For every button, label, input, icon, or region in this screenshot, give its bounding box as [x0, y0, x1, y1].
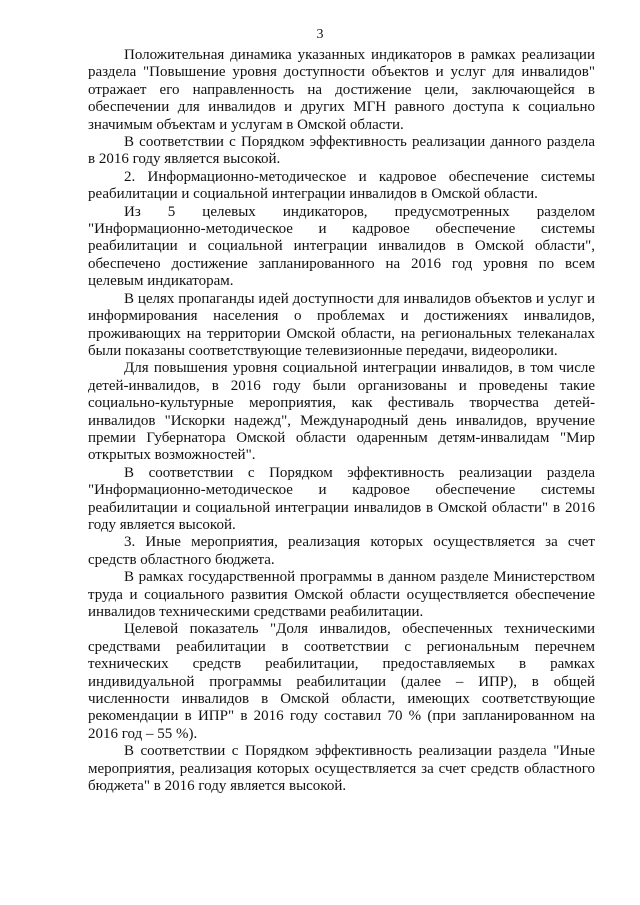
paragraph-efficiency-other-activities: В соответствии с Порядком эффективность реализации раздела "Иные мероприятия, реализация которых осуществляется за счет средств областного бюджета" в 2016 году является высокой.	[88, 743, 595, 795]
paragraph-target-share: Целевой показатель "Доля инвалидов, обеспеченных техническими средствами реабилитации в соответствии с региональным перечнем технических средств реабилитации, предоставляемых в рамках индивидуальной программы реабилитации (далее – ИПР), в общей численности инвалидов в Омской области, имеющих соответствующие рекомендации в ИПР" в 2016 году составил 70 % (при запланированном на 2016 год – 55 %).	[88, 621, 595, 742]
paragraph-efficiency-accessibility: В соответствии с Порядком эффективность реализации данного раздела в 2016 году является высокой.	[88, 134, 595, 168]
paragraph-rehabilitation-means: В рамках государственной программы в данном разделе Министерством труда и социального развития Омской области осуществляется обеспечение инвалидов техническими средствами реабилитации.	[88, 569, 595, 620]
paragraph-propaganda: В целях пропаганды идей доступности для инвалидов объектов и услуг и информирования населения о проблемах и достижениях инвалидов, проживающих на территории Омской области, на региональных телеканалах были показаны соответствующие телевизионные передачи, видеоролики.	[88, 290, 595, 359]
section-heading-other-activities: 3. Иные мероприятия, реализация которых осуществляется за счет средств областного бюджета.	[88, 534, 595, 568]
paragraph-social-integration: Для повышения уровня социальной интеграции инвалидов, в том числе детей-инвалидов, в 2016 году были организованы и проведены такие социально-культурные мероприятия, как фестиваль творчества детей-инвалидов "Искорки надежд", Международный день инвалидов, вручение премии Губернатора Омской области одаренным детям-инвалидам "Мир открытых возможностей".	[88, 360, 595, 464]
paragraph-efficiency-information-support: В соответствии с Порядком эффективность реализации раздела "Информационно-методическое и кадровое обеспечение системы реабилитации и социальной интеграции инвалидов в Омской области" в 2016 году является высокой.	[88, 464, 595, 533]
document-body	[88, 47, 595, 795]
section-heading-information-support: 2. Информационно-методическое и кадровое обеспечение системы реабилитации и социальной интеграции инвалидов в Омской области.	[88, 168, 595, 203]
paragraph-target-indicators: Из 5 целевых индикаторов, предусмотренных разделом "Информационно-методическое и кадровое обеспечение системы реабилитации и социальной интеграции инвалидов в Омской области", обеспечено достижение запланированного на 2016 год уровня по всем целевым индикаторам.	[88, 203, 595, 290]
page-number: 3	[316, 27, 324, 42]
paragraph-positive-dynamics: Положительная динамика указанных индикаторов в рамках реализации раздела "Повышение уровня доступности объектов и услуг для инвалидов" отражает его направленность на достижение цели, заключающейся в обеспечении для инвалидов и других МГН равного доступа к социально значимым объектам и услугам в Омской области.	[88, 47, 595, 133]
